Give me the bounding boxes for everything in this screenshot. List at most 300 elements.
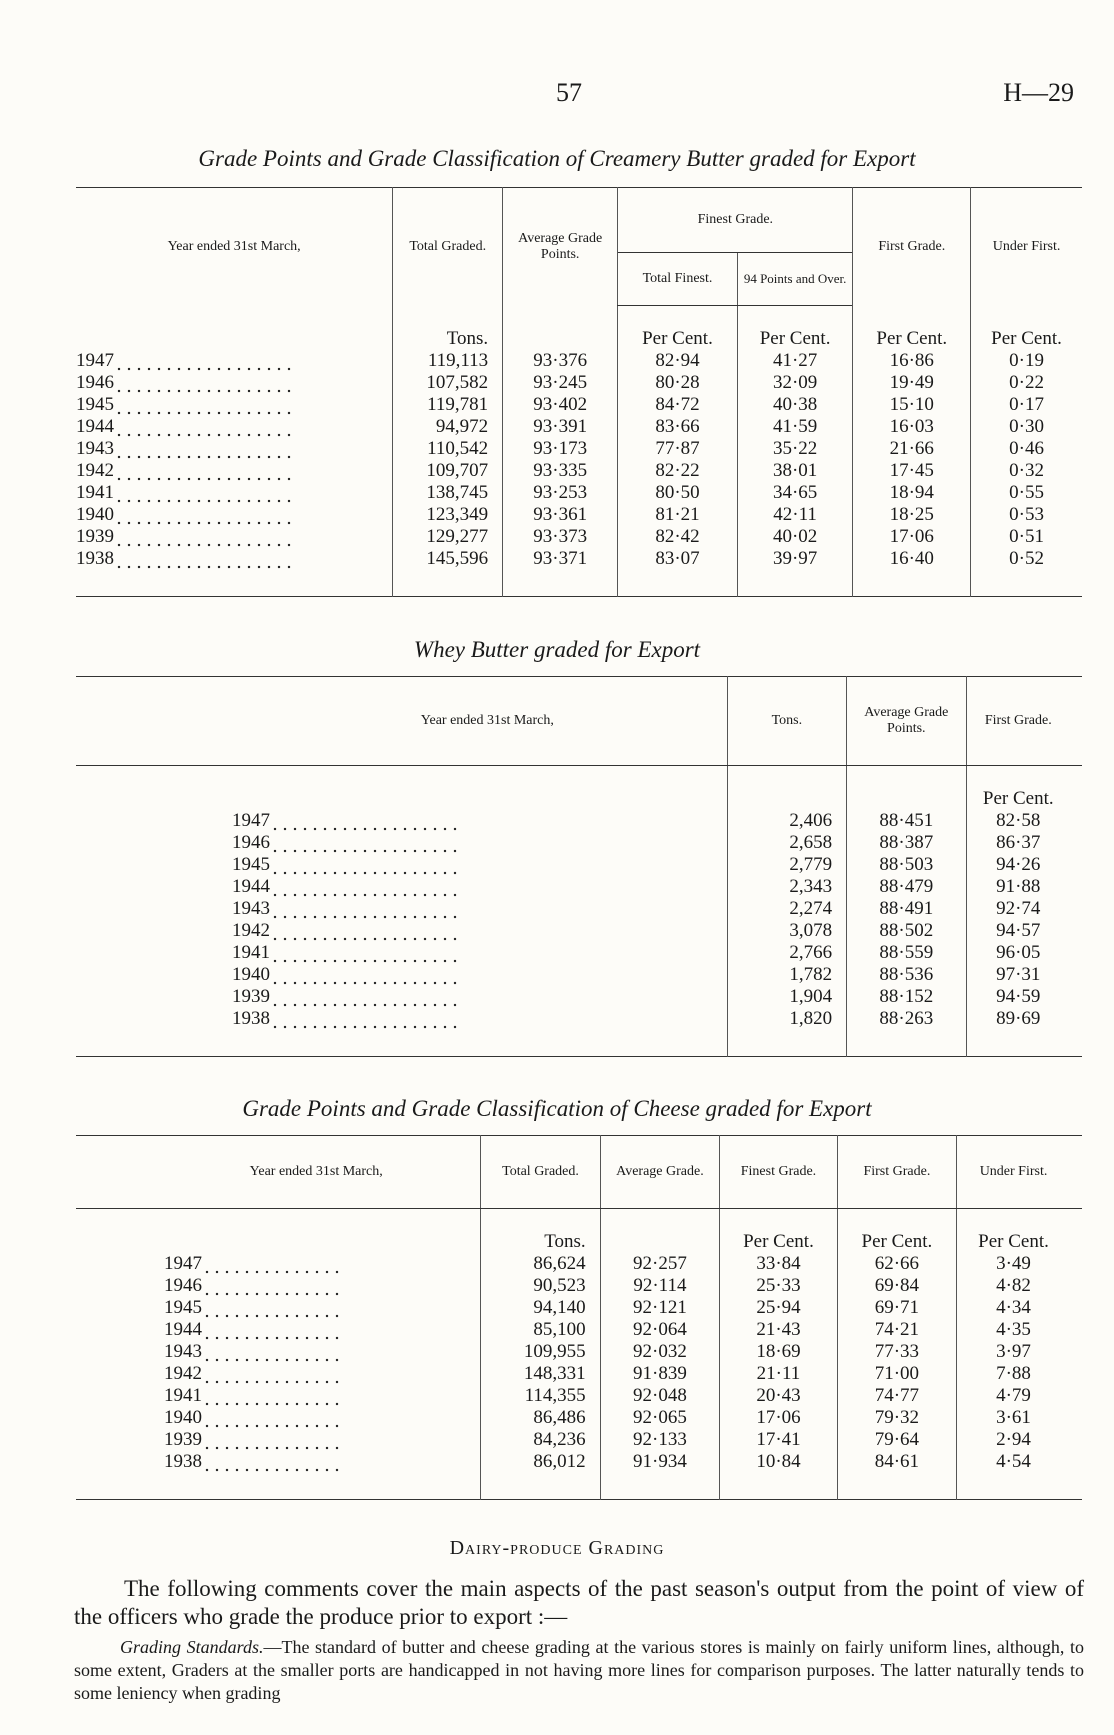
year-label: 1940 [232, 964, 270, 985]
col-94-points: 94 Points and Over. [737, 253, 853, 306]
first-grade-cell: 74·77 [837, 1385, 956, 1407]
year-cell [76, 964, 727, 986]
first-grade-cell: 21·66 [853, 438, 971, 460]
leader-dots [202, 1277, 342, 1297]
total-graded-cell: 145,596 [393, 548, 503, 597]
tons-cell: 1,782 [727, 964, 846, 986]
year-label: 1941 [76, 482, 114, 503]
total-finest-cell: 80·28 [618, 372, 738, 394]
year-label: 1942 [164, 1363, 202, 1384]
points-94-cell: 34·65 [737, 482, 853, 504]
year-label: 1945 [76, 394, 114, 415]
year-cell [76, 460, 393, 482]
leader-dots [270, 878, 460, 898]
average-grade-cell: 92·065 [600, 1407, 720, 1429]
year-cell [76, 1253, 481, 1275]
leader-dots [202, 1453, 342, 1473]
average-grade-cell: 93·245 [503, 372, 618, 394]
leader-dots [114, 506, 294, 526]
average-grade-cell: 93·253 [503, 482, 618, 504]
col-tons: Tons. [727, 677, 846, 766]
leader-dots [202, 1299, 342, 1319]
year-label: 1942 [76, 460, 114, 481]
total-finest-cell: 82·94 [618, 350, 738, 372]
under-first-cell: 2·94 [957, 1429, 1070, 1451]
year-cell [76, 504, 393, 526]
first-grade-cell: 69·84 [837, 1275, 956, 1297]
units-cell: Per Cent. [966, 766, 1070, 811]
average-grade-cell: 93·376 [503, 350, 618, 372]
table-row [76, 372, 1082, 394]
col-average-grade-points: Average Grade Points. [503, 188, 618, 306]
table-row [76, 942, 1082, 964]
total-graded-cell: 148,331 [481, 1363, 600, 1385]
under-first-cell: 3·97 [957, 1341, 1070, 1363]
year-label: 1945 [232, 854, 270, 875]
year-label: 1944 [232, 876, 270, 897]
units-cell: Per Cent. [720, 1209, 838, 1254]
points-94-cell: 40·02 [737, 526, 853, 548]
average-grade-cell: 92·048 [600, 1385, 720, 1407]
units-cell: Per Cent. [737, 306, 853, 351]
year-cell [76, 810, 727, 832]
average-grade-cell: 88·491 [847, 898, 967, 920]
first-grade-cell: 94·57 [966, 920, 1070, 942]
col-finest-grade: Finest Grade. [720, 1136, 838, 1209]
year-label: 1941 [232, 942, 270, 963]
first-grade-cell: 16·86 [853, 350, 971, 372]
table-row [76, 898, 1082, 920]
first-grade-cell: 89·69 [966, 1008, 1070, 1057]
units-cell: Tons. [481, 1209, 600, 1254]
tons-cell: 2,766 [727, 942, 846, 964]
col-under-first: Under First. [957, 1136, 1070, 1209]
average-grade-cell: 88·479 [847, 876, 967, 898]
year-label: 1940 [76, 504, 114, 525]
blank-cell [1070, 810, 1082, 832]
year-cell [76, 1008, 727, 1057]
first-grade-cell: 91·88 [966, 876, 1070, 898]
average-grade-cell: 93·361 [503, 504, 618, 526]
finest-grade-cell: 18·69 [720, 1341, 838, 1363]
col-finest-grade: Finest Grade. [618, 188, 853, 253]
leader-dots [202, 1321, 342, 1341]
average-grade-cell: 92·133 [600, 1429, 720, 1451]
under-first-cell: 3·61 [957, 1407, 1070, 1429]
table-row [76, 504, 1082, 526]
butter-table [76, 187, 1082, 597]
total-graded-cell: 114,355 [481, 1385, 600, 1407]
table-row [76, 350, 1082, 372]
table-row [76, 1407, 1082, 1429]
tons-cell: 2,274 [727, 898, 846, 920]
table-row [76, 1363, 1082, 1385]
table-row [76, 526, 1082, 548]
points-94-cell: 38·01 [737, 460, 853, 482]
first-grade-cell: 79·32 [837, 1407, 956, 1429]
units-cell [503, 306, 618, 351]
under-first-cell: 0·46 [971, 438, 1082, 460]
blank-cell [1070, 1429, 1082, 1451]
year-cell [76, 482, 393, 504]
first-grade-cell: 97·31 [966, 964, 1070, 986]
leader-dots [114, 528, 294, 548]
blank-cell [1070, 920, 1082, 942]
average-grade-cell: 88·451 [847, 810, 967, 832]
average-grade-cell: 92·114 [600, 1275, 720, 1297]
total-finest-cell: 77·87 [618, 438, 738, 460]
points-94-cell: 35·22 [737, 438, 853, 460]
year-cell [76, 394, 393, 416]
year-cell [76, 854, 727, 876]
col-first-grade: First Grade. [837, 1136, 956, 1209]
col-average-grade-points: Average Grade Points. [847, 677, 967, 766]
page-number: 57 [556, 78, 582, 107]
leader-dots [270, 812, 460, 832]
points-94-cell: 40·38 [737, 394, 853, 416]
table-row [76, 876, 1082, 898]
year-cell [76, 1385, 481, 1407]
year-label: 1939 [232, 986, 270, 1007]
first-grade-cell: 94·59 [966, 986, 1070, 1008]
first-grade-cell: 15·10 [853, 394, 971, 416]
total-graded-cell: 110,542 [393, 438, 503, 460]
leader-dots [202, 1343, 342, 1363]
year-label: 1947 [164, 1253, 202, 1274]
blank-cell [1070, 1341, 1082, 1363]
blank-cell [1070, 964, 1082, 986]
year-label: 1947 [232, 810, 270, 831]
tons-cell: 2,343 [727, 876, 846, 898]
grading-standards-paragraph [74, 1636, 1084, 1705]
col-total-finest: Total Finest. [618, 253, 738, 306]
leader-dots [270, 944, 460, 964]
first-grade-cell: 17·06 [853, 526, 971, 548]
leader-dots [270, 1010, 460, 1030]
blank-cell [1070, 1407, 1082, 1429]
units-row [76, 306, 1082, 351]
blank-cell [1070, 1209, 1082, 1254]
table-row [76, 1297, 1082, 1319]
year-label: 1944 [76, 416, 114, 437]
table-row [76, 1451, 1082, 1500]
year-cell [76, 438, 393, 460]
units-row [76, 766, 1082, 811]
points-94-cell: 41·27 [737, 350, 853, 372]
year-cell [76, 372, 393, 394]
total-graded-cell: 138,745 [393, 482, 503, 504]
year-label: 1939 [76, 526, 114, 547]
year-label: 1946 [164, 1275, 202, 1296]
table-row [76, 1429, 1082, 1451]
average-grade-cell: 88·152 [847, 986, 967, 1008]
finest-grade-cell: 17·06 [720, 1407, 838, 1429]
first-grade-cell: 96·05 [966, 942, 1070, 964]
col-first-grade: First Grade. [966, 677, 1070, 766]
col-year: Year ended 31st March, [76, 1136, 481, 1209]
units-year-cell [76, 306, 393, 351]
under-first-cell: 7·88 [957, 1363, 1070, 1385]
average-grade-cell: 88·559 [847, 942, 967, 964]
first-grade-cell: 18·25 [853, 504, 971, 526]
year-cell [76, 1429, 481, 1451]
blank-cell [1070, 898, 1082, 920]
average-grade-cell: 88·536 [847, 964, 967, 986]
table-row [76, 920, 1082, 942]
year-cell [76, 1319, 481, 1341]
year-label: 1938 [76, 548, 114, 569]
points-94-cell: 42·11 [737, 504, 853, 526]
leader-dots [114, 418, 294, 438]
first-grade-cell: 92·74 [966, 898, 1070, 920]
year-cell [76, 526, 393, 548]
leader-dots [114, 440, 294, 460]
table-row [76, 964, 1082, 986]
units-cell: Per Cent. [853, 306, 971, 351]
leader-dots [114, 374, 294, 394]
under-first-cell: 4·79 [957, 1385, 1070, 1407]
col-total-graded: Total Graded. [481, 1136, 600, 1209]
year-label: 1946 [76, 372, 114, 393]
total-graded-cell: 85,100 [481, 1319, 600, 1341]
col-total-graded: Total Graded. [393, 188, 503, 306]
year-cell [76, 942, 727, 964]
tons-cell: 2,779 [727, 854, 846, 876]
average-grade-cell: 92·064 [600, 1319, 720, 1341]
intro-paragraph: The following comments cover the main aspects of the past season's output from the point of view of the officers who grade the produce prior to export :— [74, 1576, 1084, 1629]
year-cell [76, 548, 393, 597]
blank-cell [1070, 942, 1082, 964]
table-row [76, 854, 1082, 876]
table-row [76, 482, 1082, 504]
first-grade-cell: 71·00 [837, 1363, 956, 1385]
grading-standards-body: —The standard of butter and cheese grading at the various stores is mainly on fairly uniform lines, although, to some extent, Graders at the smaller ports are handicapped in not having more lines for comparison purposes. The latter naturally tends to some leniency when grading [74, 1637, 1084, 1703]
leader-dots [270, 834, 460, 854]
points-94-cell: 41·59 [737, 416, 853, 438]
total-finest-cell: 80·50 [618, 482, 738, 504]
first-grade-cell: 69·71 [837, 1297, 956, 1319]
units-cell: Per Cent. [971, 306, 1082, 351]
average-grade-cell: 88·263 [847, 1008, 967, 1057]
under-first-cell: 0·30 [971, 416, 1082, 438]
units-cell [727, 766, 846, 811]
year-cell [76, 1407, 481, 1429]
year-label: 1943 [232, 898, 270, 919]
whey-table [76, 676, 1082, 1057]
units-cell: Per Cent. [618, 306, 738, 351]
whey-table-caption: Whey Butter graded for Export [413, 637, 701, 662]
total-finest-cell: 82·42 [618, 526, 738, 548]
finest-grade-cell: 21·43 [720, 1319, 838, 1341]
tons-cell: 3,078 [727, 920, 846, 942]
units-cell [847, 766, 967, 811]
under-first-cell: 0·55 [971, 482, 1082, 504]
total-graded-cell: 119,781 [393, 394, 503, 416]
table-row [76, 1385, 1082, 1407]
year-label: 1940 [164, 1407, 202, 1428]
units-cell: Tons. [393, 306, 503, 351]
cheese-table-caption: Grade Points and Grade Classification of Cheese graded for Export [242, 1096, 872, 1121]
year-label: 1947 [76, 350, 114, 371]
year-label: 1943 [76, 438, 114, 459]
table-row [76, 438, 1082, 460]
leader-dots [202, 1255, 342, 1275]
total-graded-cell: 129,277 [393, 526, 503, 548]
first-grade-cell: 82·58 [966, 810, 1070, 832]
average-grade-cell: 91·839 [600, 1363, 720, 1385]
col-year: Year ended 31st March, [167, 238, 301, 254]
butter-table-caption: Grade Points and Grade Classification of Creamery Butter graded for Export [198, 146, 916, 171]
finest-grade-cell: 20·43 [720, 1385, 838, 1407]
points-94-cell: 32·09 [737, 372, 853, 394]
year-label: 1938 [232, 1008, 270, 1029]
first-grade-cell: 17·45 [853, 460, 971, 482]
under-first-cell: 4·35 [957, 1319, 1070, 1341]
leader-dots [202, 1431, 342, 1451]
average-grade-cell: 88·502 [847, 920, 967, 942]
average-grade-cell: 91·934 [600, 1451, 720, 1500]
leader-dots [202, 1365, 342, 1385]
first-grade-cell: 16·03 [853, 416, 971, 438]
first-grade-cell: 16·40 [853, 548, 971, 597]
year-cell [76, 1363, 481, 1385]
blank-cell [1070, 1253, 1082, 1275]
leader-dots [270, 988, 460, 1008]
first-grade-cell: 18·94 [853, 482, 971, 504]
blank-cell [1070, 1008, 1082, 1057]
leader-dots [114, 352, 294, 372]
under-first-cell: 0·52 [971, 548, 1082, 597]
finest-grade-cell: 21·11 [720, 1363, 838, 1385]
year-label: 1945 [164, 1297, 202, 1318]
leader-dots [114, 484, 294, 504]
leader-dots [270, 900, 460, 920]
total-graded-cell: 86,624 [481, 1253, 600, 1275]
blank-cell [1070, 1385, 1082, 1407]
table-row [76, 1275, 1082, 1297]
finest-grade-cell: 25·33 [720, 1275, 838, 1297]
leader-dots [114, 462, 294, 482]
tons-cell: 2,406 [727, 810, 846, 832]
year-cell [76, 832, 727, 854]
units-row [76, 1209, 1082, 1254]
blank-cell [1070, 1275, 1082, 1297]
total-graded-cell: 109,955 [481, 1341, 600, 1363]
total-graded-cell: 94,972 [393, 416, 503, 438]
under-first-cell: 4·54 [957, 1451, 1070, 1500]
total-graded-cell: 86,012 [481, 1451, 600, 1500]
average-grade-cell: 93·402 [503, 394, 618, 416]
col-year: Year ended 31st March, [76, 677, 727, 766]
under-first-cell: 0·51 [971, 526, 1082, 548]
total-graded-cell: 107,582 [393, 372, 503, 394]
blank-cell [1070, 766, 1082, 811]
table-row [76, 1253, 1082, 1275]
year-cell [76, 876, 727, 898]
units-cell: Per Cent. [957, 1209, 1070, 1254]
first-grade-cell: 84·61 [837, 1451, 956, 1500]
units-cell [600, 1209, 720, 1254]
total-graded-cell: 123,349 [393, 504, 503, 526]
total-graded-cell: 119,113 [393, 350, 503, 372]
leader-dots [270, 966, 460, 986]
leader-dots [202, 1409, 342, 1429]
table-row [76, 1341, 1082, 1363]
first-grade-cell: 79·64 [837, 1429, 956, 1451]
units-year-cell [76, 1209, 481, 1254]
year-cell [76, 986, 727, 1008]
blank-cell [1070, 832, 1082, 854]
leader-dots [202, 1387, 342, 1407]
grading-standards-lead: Grading Standards. [120, 1637, 264, 1657]
leader-dots [114, 396, 294, 416]
total-graded-cell: 94,140 [481, 1297, 600, 1319]
blank-cell [1070, 1451, 1082, 1500]
year-label: 1946 [232, 832, 270, 853]
table-row [76, 416, 1082, 438]
year-label: 1944 [164, 1319, 202, 1340]
year-cell [76, 1275, 481, 1297]
total-graded-cell: 109,707 [393, 460, 503, 482]
average-grade-cell: 92·032 [600, 1341, 720, 1363]
table-row [76, 394, 1082, 416]
average-grade-cell: 92·257 [600, 1253, 720, 1275]
total-graded-cell: 84,236 [481, 1429, 600, 1451]
table-row [76, 460, 1082, 482]
table-row [76, 1008, 1082, 1057]
blank-cell [1070, 986, 1082, 1008]
under-first-cell: 0·17 [971, 394, 1082, 416]
col-average-grade: Average Grade. [600, 1136, 720, 1209]
total-finest-cell: 83·07 [618, 548, 738, 597]
total-graded-cell: 90,523 [481, 1275, 600, 1297]
points-94-cell: 39·97 [737, 548, 853, 597]
finest-grade-cell: 33·84 [720, 1253, 838, 1275]
first-grade-cell: 74·21 [837, 1319, 956, 1341]
average-grade-cell: 88·387 [847, 832, 967, 854]
first-grade-cell: 94·26 [966, 854, 1070, 876]
finest-grade-cell: 17·41 [720, 1429, 838, 1451]
table-row [76, 1319, 1082, 1341]
col-under-first: Under First. [971, 188, 1082, 306]
total-finest-cell: 81·21 [618, 504, 738, 526]
total-graded-cell: 86,486 [481, 1407, 600, 1429]
col-first-grade: First Grade. [853, 188, 971, 306]
leader-dots [270, 856, 460, 876]
first-grade-cell: 62·66 [837, 1253, 956, 1275]
under-first-cell: 0·22 [971, 372, 1082, 394]
table-row [76, 548, 1082, 597]
first-grade-cell: 86·37 [966, 832, 1070, 854]
under-first-cell: 4·34 [957, 1297, 1070, 1319]
year-label: 1939 [164, 1429, 202, 1450]
average-grade-cell: 93·335 [503, 460, 618, 482]
leader-dots [270, 922, 460, 942]
tons-cell: 1,904 [727, 986, 846, 1008]
average-grade-cell: 93·391 [503, 416, 618, 438]
year-cell [76, 1451, 481, 1500]
average-grade-cell: 93·173 [503, 438, 618, 460]
table-row [76, 810, 1082, 832]
blank-cell [1070, 876, 1082, 898]
year-cell [76, 920, 727, 942]
year-cell [76, 416, 393, 438]
first-grade-cell: 77·33 [837, 1341, 956, 1363]
under-first-cell: 4·82 [957, 1275, 1070, 1297]
total-finest-cell: 84·72 [618, 394, 738, 416]
document-reference: H—29 [1003, 78, 1074, 107]
year-label: 1941 [164, 1385, 202, 1406]
